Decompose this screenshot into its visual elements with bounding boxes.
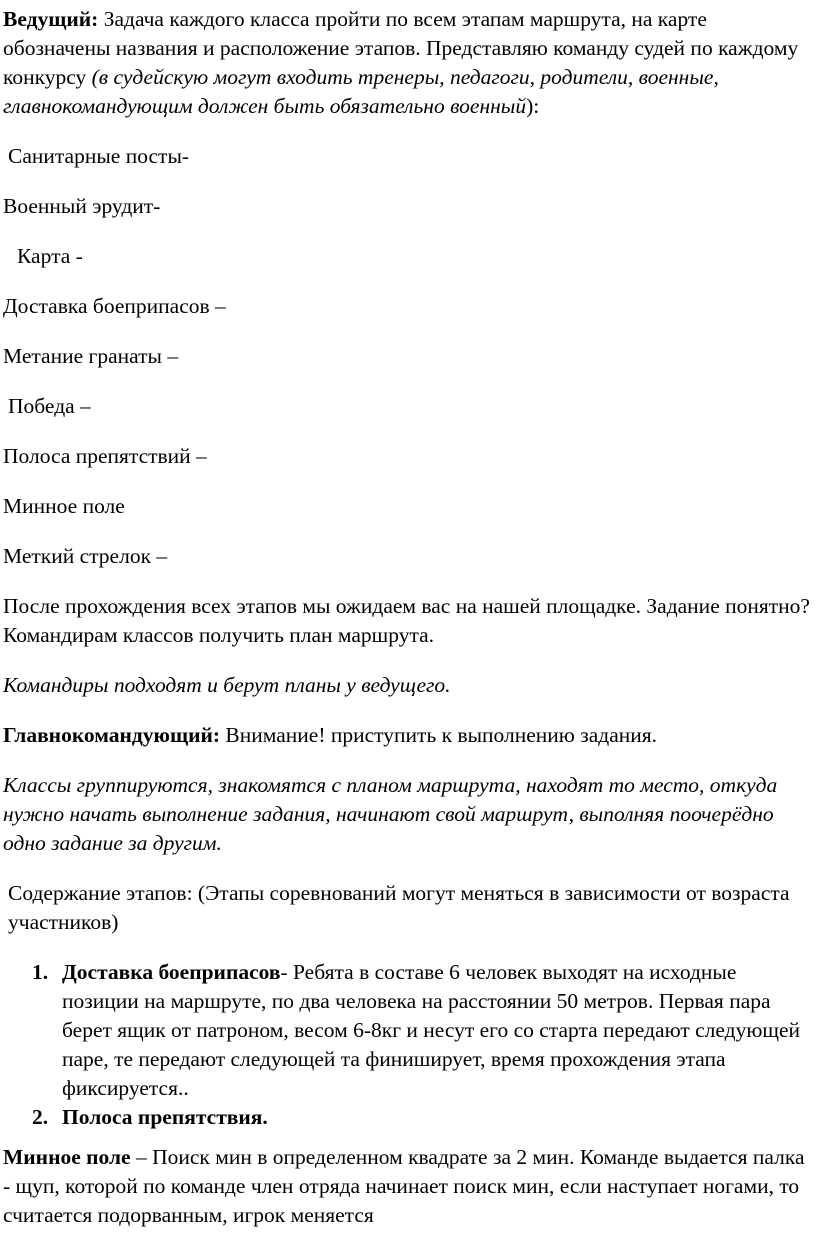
stage-item-ammo: Доставка боеприпасов –	[3, 294, 226, 318]
commander-paragraph	[3, 721, 813, 750]
stage-item-erudite: Военный эрудит-	[3, 194, 161, 218]
document-page	[3, 0, 813, 1230]
intro-speaker: Ведущий:	[3, 7, 99, 31]
commander-text: Внимание! приступить к выполнению задания.	[220, 723, 658, 747]
stage-item-minefield: Минное поле	[3, 494, 125, 518]
stage-item-map: Карта -	[17, 244, 83, 268]
list-number: 1.	[32, 960, 49, 984]
stage-item-obstacle: Полоса препятствий –	[3, 444, 207, 468]
list-item-obstacle	[3, 1103, 813, 1132]
stage-item-grenade: Метание гранаты –	[3, 344, 179, 368]
note-classes: Классы группируются, знакомятся с планом маршрута, находят то место, откуда нужно начать выполнение задания, начинают свой маршрут, выполняя поочерёдно одно задание за другим.	[3, 773, 778, 855]
intro-paragraph	[3, 0, 813, 121]
list-item-title: Полоса препятствия.	[62, 1105, 268, 1129]
intro-tail: ):	[526, 94, 540, 118]
note-commanders: Командиры подходят и берут планы у ведущего.	[3, 673, 451, 697]
commander-speaker: Главнокомандующий:	[3, 723, 221, 747]
list-item-title: Доставка боеприпасов	[62, 960, 281, 984]
minefield-text: – Поиск мин в определенном квадрате за 2 мин. Команде выдается палка - щуп, которой по команде член отряда начинает поиск мин, если наступает ногами, то считается подорванным, игрок меняется	[3, 1145, 805, 1227]
list-item-ammo	[3, 958, 813, 1103]
stage-item-victory: Победа –	[8, 394, 91, 418]
stage-item-medical: Санитарные посты-	[8, 144, 190, 168]
minefield-paragraph	[3, 1143, 813, 1230]
intro-italic-note: (в судейскую могут входить тренеры, педагоги, родители, военные, главнокомандующим должен быть обязательно военный	[3, 65, 719, 118]
list-item-text: - Ребята в составе 6 человек выходят на исходные позиции на маршруте, по два человека на расстоянии 50 метров. Первая пара берет ящик от патроном, весом 6-8кг и несут его со старта передают следующей паре, те передают следующей та финиширует, время прохождения этапа фиксируется..	[62, 960, 801, 1100]
stage-description-list	[3, 958, 813, 1132]
intro-text: Задача каждого класса пройти по всем этапам маршрута, на карте обозначены названия и расположение этапов. Представляю команду судей по каждому конкурсу	[3, 7, 799, 89]
after-stages-paragraph: После прохождения всех этапов мы ожидаем вас на нашей площадке. Задание понятно? Командирам классов получить план маршрута.	[3, 594, 810, 647]
list-number: 2.	[32, 1105, 49, 1129]
content-heading: Содержание этапов: (Этапы соревнований могут меняться в зависимости от возраста участников)	[8, 881, 790, 934]
minefield-title: Минное поле	[3, 1145, 131, 1169]
stage-item-shooter: Меткий стрелок –	[3, 544, 168, 568]
